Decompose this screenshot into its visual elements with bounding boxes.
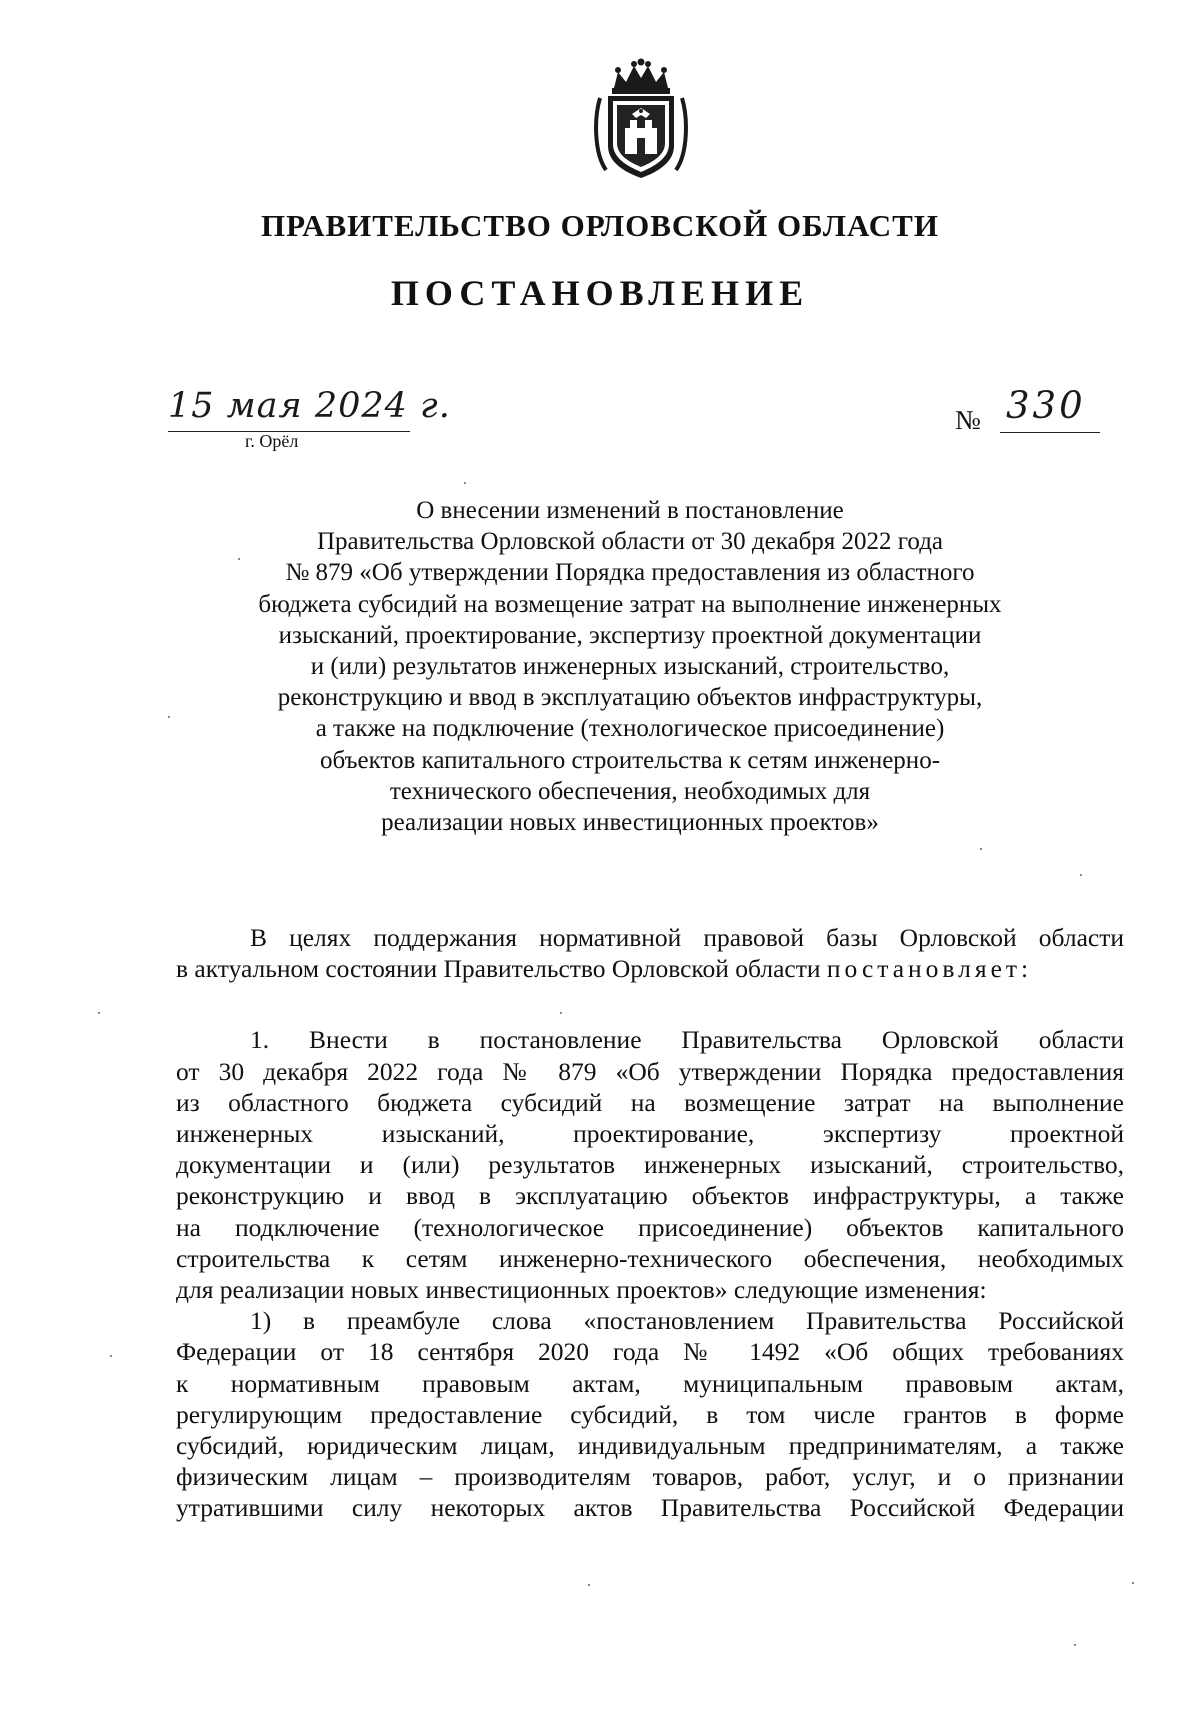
preamble-line [176,953,1124,984]
preamble-line: В целях поддержания нормативной правовой базы Орловской области [250,923,1124,952]
handwritten-date: 15 мая 2024 г. [168,386,451,426]
handwritten-number: 330 [1006,384,1086,427]
subitem1-line: 1) в преамбуле слова «постановлением Правительства Российской [250,1306,1124,1336]
item1-line: для реализации новых инвестиционных проектов» следующие изменения: [176,1275,987,1305]
paragraph-gap [176,984,1124,1024]
subject-line: технического обеспечения, необходимых для [389,777,871,805]
subject-line: а также на подключение (технологическое присоединение) [315,715,945,743]
number-sign: № [955,405,981,435]
scan-speck [110,1355,112,1357]
scan-speck [980,848,982,850]
subject-line: бюджета субсидий на возмещение затрат на выполнение инженерных [258,590,1002,618]
subject-line: № 879 «Об утверждении Порядка предоставления из областного [285,559,975,587]
document-type-title: ПОСТАНОВЛЕНИЕ [390,273,810,313]
scan-speck [98,1012,100,1014]
scan-speck [238,558,240,560]
preamble-text: в актуальном состоянии Правительство Орловской области [176,954,821,984]
subitem1-line: физическим лицам – производителям товаров, работ, услуг, и о признании [176,1462,1124,1492]
subject-line: О внесении изменений в постановление [416,497,844,524]
subitem1-line: к нормативным правовым актам, муниципальным правовым актам, [176,1368,1124,1398]
scan-speck [1074,1644,1076,1646]
scan-speck [1080,874,1082,876]
item1-line: документации и (или) результатов инженерных изысканий, строительство, [176,1150,1124,1180]
item1-line: реконструкцию и ввод в эксплуатацию объектов инфраструктуры, а также [176,1181,1124,1211]
item1-line: строительства к сетям инженерно-технического обеспечения, необходимых [176,1243,1124,1273]
subject-line: реконструкцию и ввод в эксплуатацию объектов инфраструктуры, [277,684,983,712]
subject-line: реализации новых инвестиционных проектов» [381,809,879,837]
number-underline [1000,432,1100,433]
subitem1-line: регулирующим предоставление субсидий, в том числе грантов в форме [176,1399,1124,1429]
scan-speck [168,716,170,718]
document-body [176,922,1124,1524]
scan-speck [1132,1582,1134,1584]
orel-region-coat-of-arms [592,58,690,180]
item1-line: из областного бюджета субсидий на возмещение затрат на выполнение [176,1087,1124,1117]
subject-line: Правительства Орловской области от 30 декабря 2022 года [316,528,944,556]
subject-line: объектов капитального строительства к сетям инженерно- [319,746,941,774]
subject-line: и (или) результатов инженерных изысканий, строительство, [310,653,950,681]
item1-line: инженерных изысканий, проектирование, экспертизу проектной [176,1119,1124,1149]
scan-speck [588,1584,590,1586]
scan-speck [464,482,466,484]
item1-line: от 30 декабря 2022 года № 879 «Об утверждении Порядка предоставления [176,1056,1124,1086]
government-name: ПРАВИТЕЛЬСТВО ОРЛОВСКОЙ ОБЛАСТИ [261,208,939,243]
city-label: г. Орёл [245,431,299,451]
item1-line: на подключение (технологическое присоединение) объектов капитального [176,1212,1124,1242]
subject-line: изысканий, проектирование, экспертизу проектной документации [278,621,982,649]
decree-keyword: постановляет: [826,954,1033,984]
document-subject [200,495,1060,838]
subitem1-line: утратившими силу некоторых актов Правительства Российской Федерации [176,1493,1124,1523]
scan-speck [560,1012,562,1014]
subitem1-line: Федерации от 18 сентября 2020 года № 1492 «Об общих требованиях [176,1337,1124,1367]
subitem1-line: субсидий, юридическим лицам, индивидуальным предпринимателям, а также [176,1431,1124,1461]
item1-line: 1. Внести в постановление Правительства Орловской области [250,1025,1124,1055]
